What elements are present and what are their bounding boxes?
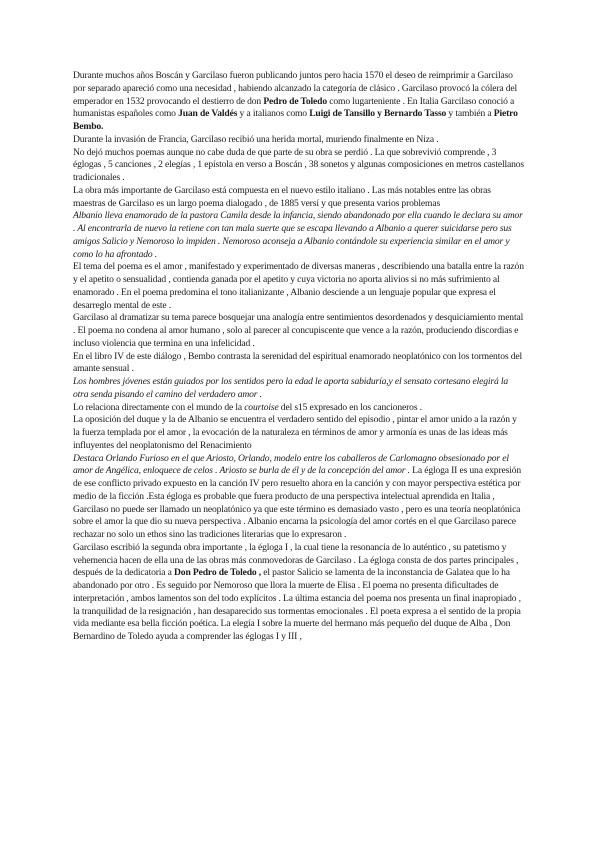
text-run: Garcilaso escribió la segunda obra importante , la égloga I , la cual tiene la resonancia de lo auténtico , su patetismo y vehemencia hacen de ella una de las obras más conmovedoras de Garcilaso . La égloga consta de dos partes principales , después de la dedicatoria a — [73, 541, 519, 579]
bold-text: Pedro de Toledo — [263, 95, 328, 107]
text-run: como lugarteniente . En Italia Garcilaso conoció a humanistas españoles como — [73, 95, 515, 120]
text-run: La oposición del duque y la de Albanio se encuentra el verdadero sentido del episodio , pintar el amor unido a la razón y la fuerza templada por el amor , la evocación de la naturaleza en términos de amor y armonía es unas de las ideas más influyentes del neoplatonismo del Renacimiento — [73, 414, 517, 451]
text-run: y también a — [446, 108, 494, 120]
text-run: La égloga II es una expresión de ese conflicto privado expuesto en la canción IV pero resuelto ahora en la canción y con mayor perspectiva estética por medio de la ficción .Esta égloga es probable que fuera producto de una perspectiva intelectual aprendida en Italia , Garcilaso no puede ser llamado un neoplatónico ya que este término es demasiado vasto , pero es una teoría neoplatónica sobre el amor la que dio su nueva perspectiva . Albanio encarna la psicología del amor cortés en el que Garcilaso parece rechazar no solo un ethos sino las tradiciones literarias que lo expresaron . — [73, 465, 522, 540]
text-run: el pastor Salicio se lamenta de la inconstancia de Galatea que lo ha abandonado por otro . Es seguido por Nemoroso que llora la muerte de Elisa . El poema no presenta dificultades de interpretación , ambos lamentos son del todo explícitos . La última estancia del poema nos presenta un final inapropiado , la tranquilidad de la resignación , han desaparecido sus tormentas emocionales . El poeta expresa a el sentido de la propia vida mediante esa bella ficción poética. La elegía I sobre la muerte del hermano más pequeño del duque de Alba , Don Bernardino de Toledo ayuda a comprender las églogas I y III , — [73, 567, 521, 642]
paragraph-1 — [73, 70, 525, 134]
text-run: Durante muchos años Boscán y Garcilaso fueron publicando juntos pero hacia 1570 el deseo de reimprimir a Garcilaso por separado apareció como una necesidad , habiendo alcanzado la categoría de clásico . Garcilaso provocó la cólera del emperador en 1532 provocando el destierro de don — [73, 70, 518, 107]
paragraph-5 — [73, 210, 525, 261]
paragraph-2 — [73, 134, 525, 147]
paragraph-3 — [73, 147, 525, 185]
text-run: Garcilaso al dramatizar su tema parece bosquejar una analogía entre sentimientos desordenados y desquiciamiento mental . El poema no condena al amor humano , solo al parecer al concupiscente que vence a la razón, produciendo discordias e incluso violencia que termina en una infelicidad . — [73, 312, 524, 349]
bold-text: Pietro Bembo. — [73, 108, 518, 132]
paragraph-13 — [73, 542, 525, 644]
bold-text: Luigi de Tansillo y Bernardo Tasso — [309, 108, 447, 120]
paragraph-9 — [73, 376, 525, 402]
text-run: Lo relaciona directamente con el mundo de la — [73, 401, 245, 413]
paragraph-12 — [73, 453, 525, 542]
italic-text: Destaca Orlando Furioso en el que Ariosto, Orlando, modelo entre los caballeros de Carlomagno obsesionado por el amor de Angélica, enloquece de celos . Ariosto se burla de él y de la concepción del amor . — [73, 452, 509, 477]
bold-text: Juan de Valdés — [178, 108, 238, 120]
italic-text: Los hombres jóvenes están guiados por los sentidos pero la edad le aporta sabiduría,y el sensato cortesano elegirá la otra senda pisando el camino del verdadero amor . — [73, 376, 509, 400]
document-page — [73, 70, 525, 644]
paragraph-11 — [73, 414, 525, 452]
italic-text: Albanio lleva enamorado de la pastora Camila desde la infancia, siendo abandonado por ella cuando le declara su amor . Al encontrarla de nuevo la retiene con tan mala suerte que se escapa llevando a Albanio a querer suicidarse pero sus amigos Salicio y Nemoroso lo impiden . Nemoroso aconseja a Albanio contándole su experiencia similar en el amor y como lo ha afrontado . — [73, 210, 523, 260]
paragraph-8 — [73, 351, 525, 377]
text-run: y a italianos como — [237, 108, 310, 120]
text-run: No dejó muchos poemas aunque no cabe duda de que parte de su obra se perdió . La que sobrevivió comprende , 3 églogas , 5 canciones , 2 elegías , 1 epístola en verso a Boscán , 38 sonetos y algunas composiciones en metros castellanos tradicionales . — [73, 146, 524, 183]
bold-text: Don Pedro de Toledo , — [174, 567, 262, 579]
paragraph-7 — [73, 312, 525, 350]
paragraph-10 — [73, 402, 525, 415]
text-run: del s15 expresado en los cancioneros . — [278, 401, 422, 413]
text-run: En el libro IV de este diálogo , Bembo contrasta la serenidad del espiritual enamorado neoplatónico con los tormentos del amante sensual . — [73, 350, 522, 375]
text-run: La obra más importante de Garcilaso está compuesta en el nuevo estilo italiano . Las más notables entre las obras maestras de Garcilaso es un largo poema dialogado , de 1885 versí y que presenta varios problemas — [73, 184, 491, 209]
paragraph-4 — [73, 185, 525, 211]
text-run: El tema del poema es el amor , manifestado y experimentado de diversas maneras , describiendo una batalla entre la razón y el apetito o sensualidad , contienda ganada por el apetito y cuya victoria no aporta alivios si no más sufrimiento al enamorado . En el poema predomina el tono italianizante , Albanio desciende a un lenguaje popular que expresa el desarreglo mental de este . — [73, 261, 524, 311]
italic-text: courtoise — [244, 401, 279, 413]
text-run: Durante la invasión de Francia, Garcilaso recibió una herida mortal, muriendo finalmente en Niza . — [73, 133, 439, 145]
paragraph-6 — [73, 261, 525, 312]
